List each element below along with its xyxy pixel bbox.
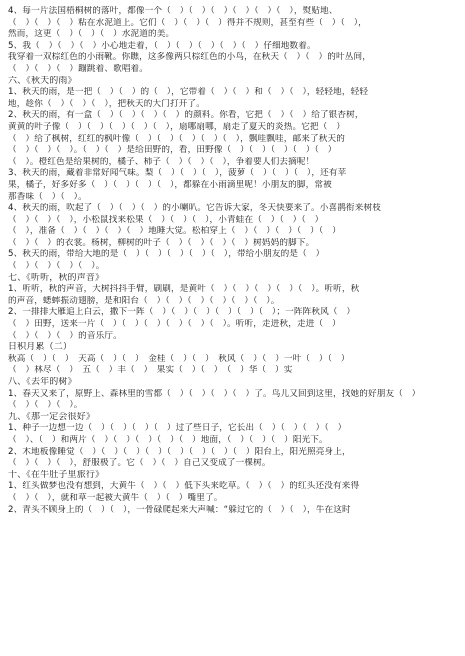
text-line: （ ）（ ）（ ）。（ ）（ ）是给田野的，看，田野像（ ）（ ）（ ）（ ）（ ） [8, 145, 337, 156]
text-line: （ ）（ ），就和草一起被大黄牛（ ）（ ）嘴里了。 [8, 492, 223, 503]
text-line: 4、每一片法国梧桐树的落叶，都像一个（ ）（ ）（ ）（ ）（ ）（ ），熨贴地、 [8, 6, 338, 16]
text-line: 的声音，蟋蟀振动翅膀，是和阳台（ ）（ ）（ ）（ ）（ ）（ ）。 [8, 295, 280, 306]
text-line: 2、秋天的雨，有一盒（ ）（ ）（ ）（ ）的颜料。你看，它把（ ）（ ）给了银杏树， [8, 110, 364, 121]
text-line: 2、青头不顾身上的（ ）（ ），一骨碌爬起来大声喊：“躲过它的（ ）（ ），牛在这时 [8, 504, 351, 515]
text-line: 秋高（ ）（ ） 天高（ ）（ ） 金桂（ ）（ ） 秋风（ ）（ ）一叶（ ）（ ） [8, 353, 350, 364]
text-line: （ ）（ ）的衣裳。杨树，柳树的叶子（ ）（ ）（ ）（ ）树妈妈的脚下。 [8, 237, 315, 248]
text-line: 5、秋天的雨，带给大地的是（ ）（ ）（ ）（ ）（ ），带给小朋友的是（ ） [8, 249, 325, 260]
text-line: 1、种子一边想一边（ ）（ ）（ ）（ ）过了些日子，它长出（ ）（ ）（ ）（ ） [8, 423, 347, 434]
text-line: （ ）（ ）（ ）。 [8, 400, 83, 411]
text-line: 1、红头做梦也没有想到，大黄牛（ ）（ ）低下头来吃草。（ ）（ ）的红头还没有来得 [8, 481, 360, 492]
text-line: （ ）（ ）（ ），小松鼠找来松果（ ）（ ）（ ），小青蛙在（ ）（ ）（ ） [8, 214, 324, 225]
text-line: 果，橘子，好多好多（ ）（ ）（ ）（ ），都躲在小雨滴里呢！小朋友的脚，常被 [8, 179, 332, 190]
text-line: 我穿着一双棕红色的小雨靴。你瞧，这多像两只棕红色的小鸟，在秋天（ ）（ ）的叶丛间， [8, 52, 371, 63]
text-line: 然而，这更（ ）（ ）（ ）水泥道的美。 [8, 29, 175, 40]
text-line: （ ）林尽（ ） 五（ ）丰（ ） 果实（ ）（ ） （ ）华（ ）实 [8, 365, 293, 376]
text-line: （ ）、（ ）和两片（ ）（ ）（ ）（ ）（ ）地面，（ ）（ ）（ ）阳光下。 [8, 434, 328, 445]
text-line: （ ）给了枫树，红红的枫叶像（ ）（ ）（ ）（ ）（ ），飘哇飘哇，邮来了秋天的 [8, 133, 345, 144]
text-line: 1、春天又来了，原野上、森林里的雪都（ ）（ ）（ ）（ ）了。鸟儿又回到这里，找她的好朋友（ ） [8, 388, 421, 399]
text-line: 1、听听，秋的声音，大树抖抖手臂，刷刷，是黄叶（ ）（ ）（ ）（ ）（ ）。听听，秋 [8, 284, 360, 295]
section-heading: 八、《去年的树》 [8, 377, 77, 387]
text-line: （ ）（ ）（ ）蹦跳着、歌唱着。 [8, 63, 149, 74]
text-line: （ ）。橙红色是给果树的，橘子、柿子（ ）（ ）（ ），争着要人们去摘呢！ [8, 156, 315, 167]
section-heading: 十、《在牛肚子里旅行》 [8, 469, 105, 480]
text-line: （ ），准备（ ）（ ）（ ）（ ）地睡大觉。松柏穿上（ ）（ ）（ ）（ ）（ ） [8, 226, 341, 237]
text-line: 1、秋天的雨，是一把（ ）（ ）的（ ），它带着（ ）（ ）和（ ）（ ），轻轻地，轻轻 [8, 87, 369, 98]
text-line: 4、秋天的雨，吹起了（ ）（ ）（ ）的小喇叭。它告诉大家，冬天快要来了。小喜鹊衔来树枝 [8, 203, 382, 214]
text-line: （ ）（ ）（ ）（ ）。 [8, 261, 105, 272]
text-line: （ ）（ ）（ ）粘在水泥道上。它们（ ）（ ）（ ）得并不规则，甚至有些（ ）（ ）， [8, 17, 367, 28]
text-line: 2、一排排大雁追上白云，撒下一阵（ ）（ ）（ ）（ ）（ ）（ ）；一阵阵秋风（ ） [8, 307, 356, 318]
section-heading: 六、《秋天的雨》 [8, 75, 77, 86]
section-heading: 七、《听听，秋的声音》 [8, 272, 105, 283]
text-line: 黄黄的叶子像（ ）（ ）（ ）（ ）（ ），扇哪扇哪，扇走了夏天的炎热。它把（ ） [8, 121, 345, 132]
text-line: （ ）田野，送来一片（ ）（ ）（ ）（ ）（ ）（ ）。听听，走进秋，走进（ ） [8, 319, 341, 330]
text-line: 3、秋天的雨，藏着非常好闻气味。梨（ ）（ ）（ ），菠萝（ ）（ ）（ ），还有苹 [8, 168, 347, 179]
text-line: （ ）（ ）（ ），舒服极了。它（ ）（ ）自己又变成了一棵树。 [8, 458, 271, 469]
text-line: 那香味（ ）（ ）。 [8, 191, 87, 202]
section-heading: 九、《那一定会很好》 [8, 411, 96, 422]
section-heading: 日积月累（二） [8, 342, 73, 353]
text-line: 5、我（ ）（ ）（ ）小心地走着，（ ）（ ）（ ）（ ）（ ）仔细地数着。 [8, 40, 316, 51]
text-line: （ ）（ ）（ ）的音乐厅。 [8, 330, 122, 341]
text-line: 2、木地板像睡觉（ ）（ ）（ ）（ ）（ ）（ ）（ ）（ ）阳台上，阳光照亮身上， [8, 446, 351, 457]
text-line: 地，趁你（ ）（ ）（ ），把秋天的大门打开了。 [8, 98, 205, 109]
